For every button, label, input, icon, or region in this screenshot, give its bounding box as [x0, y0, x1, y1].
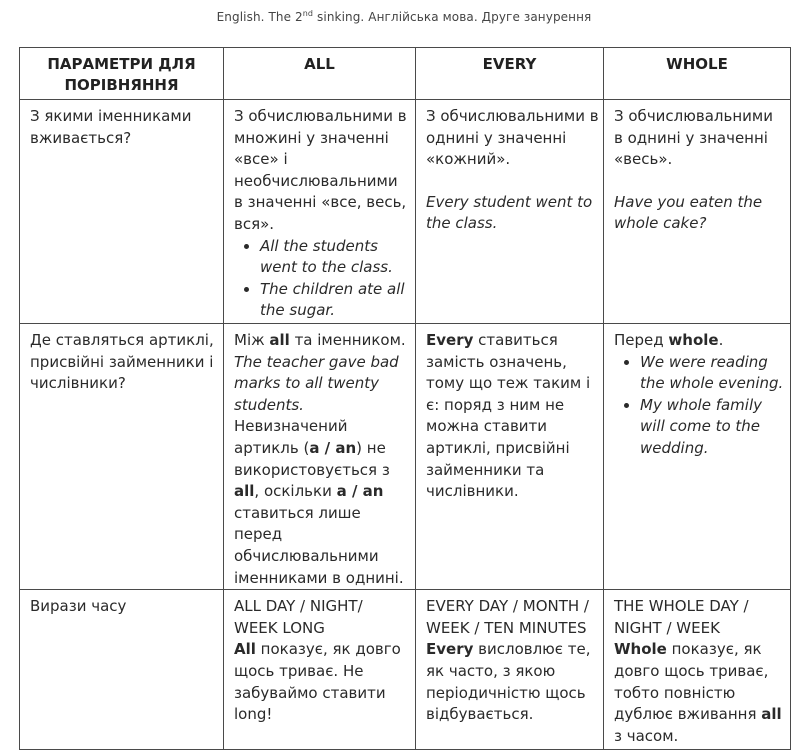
every-cell: EVERY DAY / MONTH / WEEK / TEN MINUTES Every висловлює те, як часто, з якою періодичністю щось відбувається.	[416, 590, 604, 750]
example-text: Every student went to the class.	[426, 192, 593, 233]
page-header: English. The 2nd sinking. Англійська мова. Друге занурення	[216, 9, 592, 24]
all-cell: З обчислювальними в множині у значенні «все» і необчислювальними в значенні «все, весь, вся». • All the students went to the class. • The children ate all the sugar.	[224, 100, 416, 324]
column-header-parameters: ПАРАМЕТРИ ДЛЯ ПОРІВНЯННЯ	[20, 48, 224, 100]
list-item: • We were reading the whole evening.	[640, 352, 786, 395]
column-header-whole: WHOLE	[604, 48, 791, 100]
list-item: • The children ate all the sugar.	[260, 279, 411, 322]
example-text: The teacher gave bad marks to all twenty students.	[234, 352, 399, 414]
row-parameter-cell: Де ставляться артиклі, присвійні займенники і числівники?	[20, 324, 224, 590]
comparison-table	[19, 47, 791, 750]
all-cell: ALL DAY / NIGHT/ WEEK LONG All показує, як довго щось триває. Не забуваймо ставити long!	[224, 590, 416, 750]
whole-cell: Перед whole. • We were reading the whole evening. • My whole family will come to the wedding.	[604, 324, 791, 590]
list-item: • My whole family will come to the wedding.	[640, 395, 786, 460]
example-list	[614, 352, 786, 460]
table-header-row	[20, 48, 791, 100]
column-header-all: ALL	[224, 48, 416, 100]
every-cell: З обчислювальними в однині у значенні «кожний». Every student went to the class.	[416, 100, 604, 324]
table-row	[20, 590, 791, 750]
all-cell: Між all та іменником. The teacher gave bad marks to all twenty students. Невизначений артикль (a / an) не використовується з all, оскільки a / an ставиться лише перед обчислювальними іменниками в однині.	[224, 324, 416, 590]
every-cell: Every ставиться замість означень, тому що теж таким і є: поряд з ним не можна ставити артиклі, присвійні займенники та числівники.	[416, 324, 604, 590]
whole-cell: З обчислювальними в однині у значенні «весь». Have you eaten the whole cake?	[604, 100, 791, 324]
whole-cell: THE WHOLE DAY / NIGHT / WEEK Whole показує, як довго щось триває, тобто повністю дублює вживання all з часом.	[604, 590, 791, 750]
row-parameter-cell: З якими іменниками вживається?	[20, 100, 224, 324]
table-row	[20, 100, 791, 324]
example-text: Have you eaten the whole cake?	[614, 192, 763, 233]
column-header-every: EVERY	[416, 48, 604, 100]
list-item: • All the students went to the class.	[260, 236, 411, 279]
table-row	[20, 324, 791, 590]
row-parameter-cell: Вирази часу	[20, 590, 224, 750]
example-list	[234, 236, 411, 322]
